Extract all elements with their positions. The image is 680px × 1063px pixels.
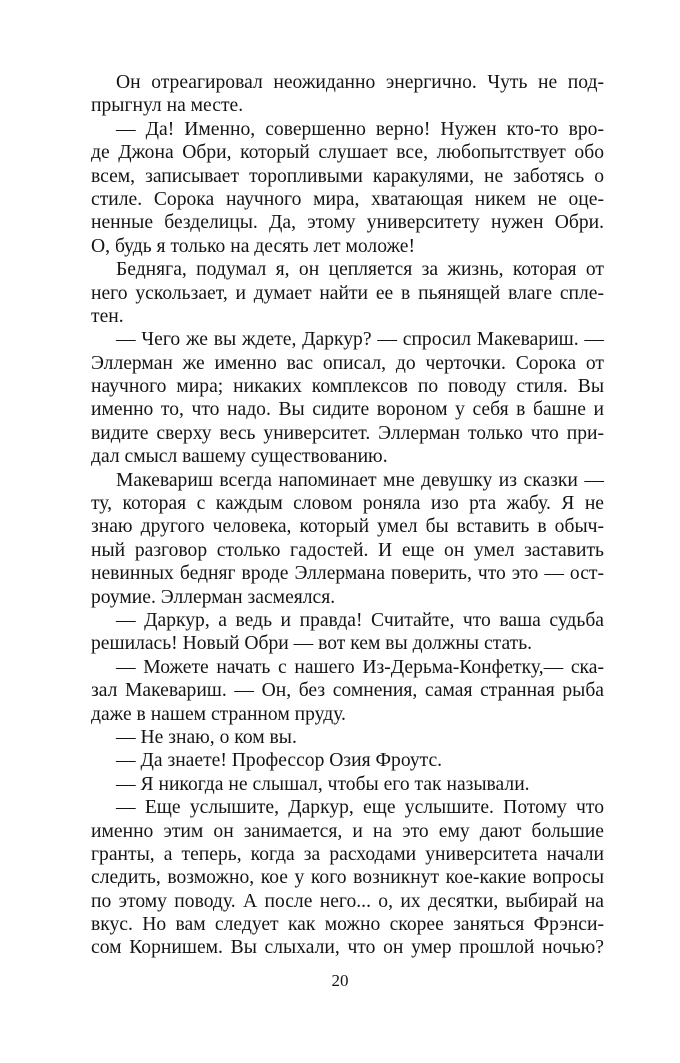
text-line: решилась! Новый Обри — вот кем вы должны стать. <box>91 633 533 655</box>
text-line: зал Макевариш. — Он, без сомнения, самая странная рыба <box>91 680 604 702</box>
text-line: даже в нашем странном пруду. <box>91 703 346 725</box>
text-line: — Чего же вы ждете, Даркур? — спросил Макевариш. — <box>116 329 604 351</box>
text-line: невинных бедняг вроде Эллермана поверить, что это — ост- <box>91 563 604 585</box>
text-line: де Джона Обри, который слушает все, любопытствует обо <box>91 142 604 164</box>
body-text <box>91 71 604 960</box>
text-line: — Даркур, а ведь и правда! Считайте, что ваша судьба <box>116 609 604 631</box>
text-line: — Можете начать с нашего Из-Дерьма-Конфетку,— ска- <box>116 656 604 678</box>
text-line: ту, которая с каждым словом роняла изо рта жабу. Я не <box>91 493 604 515</box>
text-line: тен. <box>91 305 124 327</box>
text-line: видите сверху весь университет. Эллерман только что при- <box>91 422 604 444</box>
text-line: знаю другого человека, который умел бы вставить в обыч- <box>91 516 604 538</box>
text-line: Эллерман же именно вас описал, до черточки. Сорока от <box>91 352 604 374</box>
text-line: Макевариш всегда напоминает мне девушку из сказки — <box>116 469 604 491</box>
text-line: сом Корнишем. Вы слыхали, что он умер прошлой ночью? <box>91 937 604 959</box>
text-line: дал смысл вашему существованию. <box>91 446 388 468</box>
text-line: — Я никогда не слышал, чтобы его так называли. <box>116 773 530 795</box>
text-line: Бедняга, подумал я, он цепляется за жизнь, которая от <box>116 259 604 281</box>
text-line: — Не знаю, о ком вы. <box>116 726 297 748</box>
text-line: именно то, что надо. Вы сидите вороном у себя в башне и <box>91 399 604 421</box>
text-line: всем, записывает торопливыми каракулями, не заботясь о <box>91 165 604 187</box>
text-line: ненные безделицы. Да, этому университету нужен Обри. <box>91 212 604 234</box>
text-line: — Да! Именно, совершенно верно! Нужен кто-то вро- <box>116 118 604 140</box>
text-line: именно этим он занимается, и на это ему дают большие <box>91 820 604 842</box>
text-line: О, будь я только на десять лет моложе! <box>91 235 416 257</box>
text-line: роумие. Эллерман засмеялся. <box>91 586 336 608</box>
text-line: вкус. Но вам следует как можно скорее заняться Фрэнси- <box>91 914 604 936</box>
text-line: научного мира; никаких комплексов по поводу стиля. Вы <box>91 376 604 398</box>
text-line: — Еще услышите, Даркур, еще услышите. Потому что <box>116 797 604 819</box>
text-line: следить, возможно, кое у кого возникнут кое-какие вопросы <box>91 867 604 889</box>
text-line: Он отреагировал неожиданно энергично. Чуть не под- <box>116 72 604 93</box>
text-line: него ускользает, и думает найти ее в пьянящей влаге спле- <box>91 282 604 304</box>
text-line: по этому поводу. А после него... о, их десятки, выбирай на <box>91 890 604 912</box>
text-line: прыгнул на месте. <box>91 95 244 117</box>
text-line: стиле. Сорока научного мира, хватающая никем не оце- <box>91 188 604 210</box>
text-line: ный разговор столько гадостей. И еще он умел заставить <box>91 539 604 561</box>
page-number: 20 <box>331 971 349 990</box>
text-line: — Да знаете! Профессор Озия Фроутс. <box>116 750 443 772</box>
text-line: гранты, а теперь, когда за расходами университета начали <box>91 843 604 865</box>
